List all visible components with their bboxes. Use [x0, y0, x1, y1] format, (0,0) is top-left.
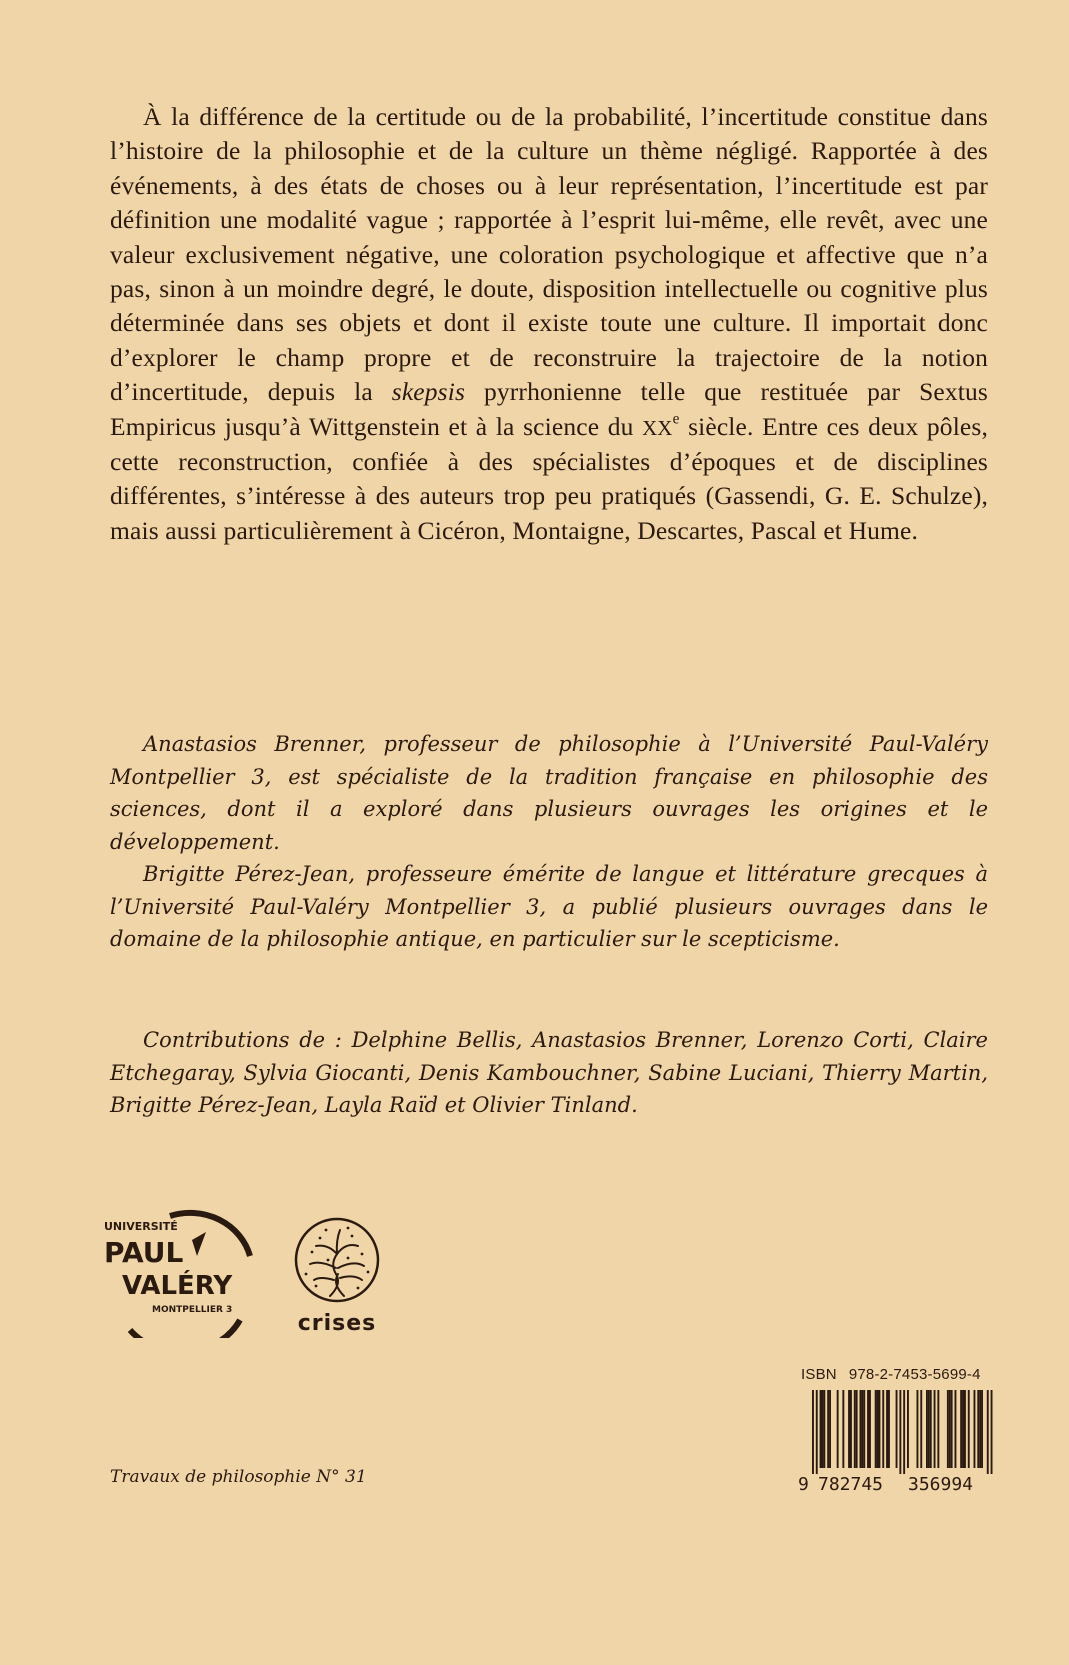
bio-perez-jean: Brigitte Pérez-Jean, professeure émérite de langue et littérature grecques à l’Université Paul-Valéry Montpellier 3, a publié plusieurs ouvrages dans le domaine de la philosophie antique, en particulier sur le scepticisme.: [110, 862, 988, 951]
barcode-bar: [848, 1390, 850, 1468]
barcode-bar: [920, 1390, 922, 1468]
barcode-bar: [934, 1390, 936, 1468]
barcode-bar: [960, 1390, 962, 1468]
barcode-bar: [856, 1390, 858, 1468]
barcode-bar: [860, 1390, 862, 1468]
barcode-bar: [928, 1390, 930, 1468]
barcode-bar: [951, 1390, 953, 1468]
barcode-bar: [888, 1390, 890, 1468]
blurb-italic-skepsis: skepsis: [391, 377, 466, 407]
barcode-digits-right: 356994: [908, 1474, 974, 1494]
upv-universite-text: UNIVERSITÉ: [104, 1220, 178, 1233]
barcode-bar: [949, 1390, 951, 1468]
barcode-bar: [926, 1390, 928, 1468]
barcode-bar: [823, 1390, 825, 1468]
barcode-bar: [879, 1390, 881, 1468]
barcode-digits-left: 782745: [818, 1474, 884, 1494]
barcode-bar: [854, 1390, 856, 1468]
barcode-guard-bar: [899, 1390, 901, 1474]
barcode-bar: [930, 1390, 932, 1468]
barcode-bar: [837, 1390, 839, 1468]
century-superscript: e: [672, 410, 680, 428]
upv-paul-text: PAUL: [104, 1236, 184, 1269]
tree-icon: [310, 1230, 364, 1296]
isbn-barcode-block: [798, 1366, 1013, 1496]
blurb-paragraph: [110, 100, 988, 548]
blurb-text-1: À la différence de la certitude ou de la probabilité, l’incertitude constitue dans l’histoire de la philosophie et de la culture un thème négligé. Rapportée à des événements, à des états de choses ou à leur représentation, l’incertitude est par définition une modalité vague ; rapportée à l’esprit lui-même, elle revêt, avec une valeur exclusivement négative, une coloration psychologique et affective que n’a pas, sinon à un moindre degré, le doute, disposition intellectuelle ou cognitive plus déterminée dans ses objets et dont il existe toute une culture. Il importait donc d’explorer le champ propre et de reconstruire la trajectoire de la notion d’incertitude, depuis la: [110, 102, 988, 407]
isbn-prefix: ISBN: [801, 1366, 837, 1383]
barcode-bar: [863, 1390, 865, 1468]
barcode-guard-bar: [903, 1390, 905, 1474]
barcode-bar: [875, 1390, 877, 1468]
barcode-bar: [907, 1390, 909, 1468]
isbn-label: [801, 1366, 1011, 1384]
barcode-bar: [886, 1390, 888, 1468]
blurb-text-3: siècle. Entre ces deux pôles, cette reconstruction, confiée à des spécialistes d’époques et de disciplines différentes, s’intéresse à des auteurs trop peu pratiqués (Gassendi, G. E. Schulze), mais aussi particulièrement à Cicéron, Montaigne, Descartes, Pascal et Hume.: [110, 411, 988, 545]
barcode-bar: [981, 1390, 983, 1468]
barcode-bar: [977, 1390, 979, 1468]
barcode-bar: [877, 1390, 879, 1468]
crises-logo: [290, 1216, 385, 1336]
barcode-bar: [979, 1390, 981, 1468]
barcode-bar: [867, 1390, 869, 1468]
barcode-bar: [822, 1390, 824, 1468]
series-title: Travaux de philosophie N° 31: [110, 1467, 367, 1487]
barcode: [798, 1390, 1003, 1494]
century-numeral: XX: [642, 415, 673, 440]
upv-montpellier-text: MONTPELLIER 3: [152, 1305, 233, 1315]
upv-valery-text: VALÉRY: [122, 1271, 233, 1301]
contributions-text: Contributions de : Delphine Bellis, Anastasios Brenner, Lorenzo Corti, Claire Etchegaray, Sylvia Giocanti, Denis Kambouchner, Sabine Luciani, Thierry Martin, Brigitte Pérez-Jean, Layla Raïd et Olivier Tinland.: [110, 1028, 988, 1117]
barcode-bar: [829, 1390, 831, 1468]
barcode-guard-bar: [987, 1390, 989, 1474]
barcode-bar: [861, 1390, 863, 1468]
barcode-bar: [962, 1390, 964, 1468]
barcode-bar: [947, 1390, 949, 1468]
barcode-bar: [917, 1390, 919, 1468]
barcode-guard-bar: [812, 1390, 814, 1474]
contributions: [110, 1024, 988, 1122]
barcode-bar: [974, 1390, 976, 1468]
barcode-guard-bar: [991, 1390, 993, 1474]
barcode-bar: [820, 1390, 822, 1468]
barcode-bar: [955, 1390, 957, 1468]
barcode-bar: [882, 1390, 884, 1468]
barcode-bar: [827, 1390, 829, 1468]
crises-name: crises: [297, 1311, 377, 1336]
barcode-bar: [937, 1390, 939, 1468]
isbn-number: 978-2-7453-5699-4: [848, 1366, 981, 1383]
barcode-bar: [968, 1390, 970, 1468]
barcode-guard-bar: [816, 1390, 818, 1474]
bio-brenner: Anastasios Brenner, professeur de philosophie à l’Université Paul-Valéry Montpellier 3, est spécialiste de la tradition française en philosophie des sciences, dont il a exploré dans plusieurs ouvrages les origines et le développement.: [110, 732, 988, 854]
blurb-text-2: pyrrhonienne telle que restituée par Sextus Empiricus jusqu’à Wittgenstein et à la science du: [110, 377, 988, 441]
author-bios: [110, 728, 988, 956]
barcode-bar: [964, 1390, 966, 1468]
barcode-bar: [869, 1390, 871, 1468]
barcode-bar: [850, 1390, 852, 1468]
barcode-digit-first: 9: [798, 1474, 809, 1494]
upv-logo: [100, 1208, 255, 1338]
barcode-bar: [842, 1390, 844, 1468]
barcode-bar: [896, 1390, 898, 1468]
